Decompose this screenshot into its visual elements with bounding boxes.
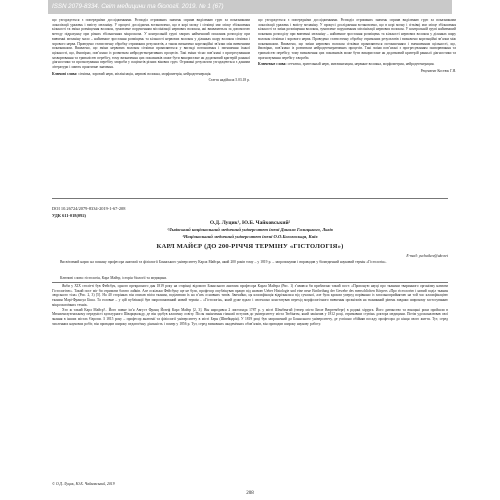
right-keywords — [258, 62, 456, 67]
body-paragraph-2: Хто ж такий Карл Майєр?.. Його повне ім’я Август Франц Йозеф Карл Майєр [2, 3]. Він народився 2 листопада 1787 р. у місті Шенбенгай (тепер місто Бюле Вюртемберг) в родині хірурга. Його дитинство та юнацькі роки пройшли в Мюнхенгаузенському передмісті культурного Шварцвальду, де він здобув класичну освіту. Після закінчення гімназії вступив до університету міста Тюбінген, який закінчив у 1812 році, отримавши ступінь доктора медицини. Потім удосконалював свої знання в інших містах Європи. З 1815 року – професор анатомії та фізіології університету в місті Берн (Швейцарія). У 1819 році був запрошений до Боннського університету, де успішно обійняв посаду професора до кінця свого життя. Тут, серед численних наукових робіт, він провадив широку педагогічну діяльність і помер у 1856 р. Тут, серед визначних академічних обов’язків, він проводив широку наукову роботу. — [52, 307, 448, 326]
udc-line: УДК 611-018(092) — [52, 213, 86, 218]
right-column-text: що узгоджується з попередніми дослідженнями. Розподіл отриманих значень сприяв виділенню груп за показниками локалізації уражень і вмісту меланіну. У процесі дослідження встановлено, що в корі мозку і сітківці має місце збільшення кількості та зміна розміщення волокон, зумовлене порушенням мієлінізації нервових волокон. У контрольній групі найменший показник розподілу при вивченні меланіну – найменше зростання розміщень та кількості нервових волокон у ділянках шару волокон сітківки і зорового нерва. Проведено статистичну обробку отриманих результатів і визначено кореляційні зв’язки між показниками. Виявлено, що зміни нервових волокон сітківки проявляються потоншенням і зменшенням щільності, що, ймовірно, пов’язано із розвитком нейродегенеративних процесів. Такі зміни пов’язані з прогресуванням захворювання та тривалістю перебігу, тому визначення цих показників може бути використане як додатковий критерій ранньої діагностики та прогнозування перебігу хвороби. — [258, 18, 456, 60]
authors-line: О.Д. Луцик¹, Ю.Б. Чайковський² — [209, 220, 291, 226]
right-keywords-label: Ключевые слова: — [258, 62, 287, 67]
abstract-text: Висвітлений нарис на пошану професора анатомії та фізіології Боннського університету Карла Майєра, який 200 років тому – у 1819 р. – запропонував і впровадив у біомедичний науковий термін «Гістологія». — [60, 260, 387, 264]
right-signature: Рецензент Костюк Г.Я. — [420, 69, 456, 74]
body-paragraph-1: Якби у XIX столітті був Фейсбук, одного прекрасного дня 1819 року на сторінці відомого Боннського анатома професора Карла Майєра (Рис. 1) з’явився би приблизно такий пост: «Пропоную науці про тканини тваринного організму назвати Гістологією». Такий пост міг би отримати багато лайків. Але оскільки Фейсбуку ще не було, професор опублікував працю під назвою Ueber Histologie und eine neue Eintheilung der Gewebe des menschlichen Körpers «Про гістологію і новий поділ тканин людського тіла» (Рис. 2, 3) [5]. На 40 сторінках він описав вісім тканин, поділивши їх на п’ять основних типів. Звичайно, ця класифікація відрізнялася від сучасної, але була кроком уперед порівняно із загальноприйнятою на той час класифікацією тканин Марі-Франсуа Біша. Та головне – у цій публікації був запропонований новий термін – «Гістологія», який дуже вдало і своєчасно констатував перехід морфологічного вивчення організмів на тканинний рівень завдяки широкому застосуванню мікроскопічних технік. — [52, 284, 448, 307]
article-keywords: Ключові слова: гістологія, Карл Майєр, історія біології та медицини. — [60, 276, 168, 280]
right-column — [258, 18, 456, 76]
abstract-divider — [52, 282, 448, 283]
page-number: 208 — [246, 491, 254, 496]
left-column — [52, 18, 250, 85]
left-column-text: що узгоджується з попередніми дослідженнями. Розподіл отриманих значень сприяв виділенню груп за показниками локалізації уражень і вмісту меланіну. У процесі досліджень встановлено, що в корі мозку і сітківці має місце збільшення кількості та зміна розміщення волокон, зумовлене порушенням мієлінізації нервових волокон, які виявляються за допомогою методу підрахунку при різних збільшеннях мікроскопа. У контрольній групі хворих найменший показник розподілу при вивченні меланіну мало – найменше зростання розміщень та кількості нервових волокон у ділянках шару волокон сітківки і зорового нерва. Проведено статистичну обробку отриманих результатів, а також визначено кореляційні зв’язки між вивченими показниками. Виявлено, що зміни нервових волокон сітківки проявляються у вигляді потоншення і зменшення їхньої щільності, що, ймовірно, пов’язано із розвитком нейродегенеративних процесів. Такі зміни тісно пов’язані з прогресуванням захворювання та тривалістю перебігу, тому визначення цих показників може бути використане як додатковий критерій ранньої діагностики та прогнозування перебігу хвороби у пацієнтів різних вікових груп. Отримані результати узгоджуються з даними літератури і мають практичне значення. — [52, 18, 250, 70]
doi-line: DOI 10.26724/2079-8334-2019-1-67-208 — [52, 206, 126, 211]
article-body — [52, 284, 448, 326]
copyright-footer: © О.Д. Луцик, Ю.Б. Чайковський, 2019 — [52, 482, 115, 486]
section-divider — [52, 198, 448, 199]
right-keywords-text: сетчатка, зрительный нерв, миелинизация, нервные волокна, морфометрия, нейродегенерация. — [287, 62, 435, 67]
article-title: КАРЛ МАЙЄР (ДО 200-РІЧЧЯ ТЕРМІНУ «ГІСТОЛОГІЯ») — [156, 243, 344, 250]
contact-email: E-mail: yuchaikov@ukr.net — [406, 254, 448, 258]
left-keywords-text: сітківка, зоровий нерв, мієлінізація, нервові волокна, морфометрія, нейродегенерація. — [78, 71, 212, 76]
left-keywords-label: Ключові слова: — [52, 71, 78, 76]
journal-header: ISSN 2079-8334. Світ медицини та біології. 2019. № 1 (67) — [48, 0, 452, 14]
affiliation-2: ²Національний медичний університет імені О.О.Богомольця, Київ — [182, 234, 318, 239]
affiliation-1: ¹Львівський національний медичний університет імені Данила Галицького, Львів — [167, 227, 333, 232]
left-signature: Стаття надійшла 5.03.18 р. — [208, 78, 250, 83]
left-keywords — [52, 72, 250, 77]
